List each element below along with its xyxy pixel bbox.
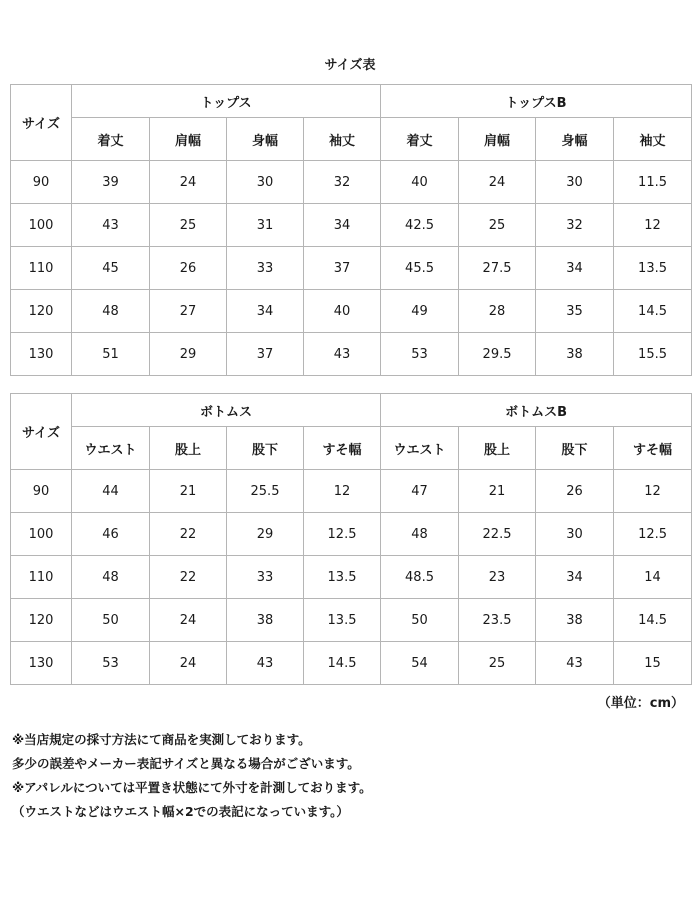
table-cell: 37 (304, 247, 381, 290)
table-cell: 24 (150, 161, 227, 204)
table-cell: 22.5 (459, 513, 536, 556)
column-header: 着丈 (72, 118, 150, 161)
table-cell: 12.5 (304, 513, 381, 556)
table-cell: 33 (227, 556, 304, 599)
column-header: 肩幅 (459, 118, 536, 161)
column-header: 着丈 (381, 118, 459, 161)
table-cell: 24 (150, 599, 227, 642)
table-cell: 33 (227, 247, 304, 290)
table-cell: 48 (381, 513, 459, 556)
table-cell: 47 (381, 470, 459, 513)
table-cell: 45 (72, 247, 150, 290)
group-header-tops: トップス (72, 85, 381, 118)
table-row (11, 513, 692, 556)
unit-label: （単位：cm） (597, 696, 684, 711)
table-cell: 53 (72, 642, 150, 685)
size-cell: 110 (11, 247, 72, 290)
table-cell: 49 (381, 290, 459, 333)
table-cell: 14.5 (614, 599, 692, 642)
table-cell: 45.5 (381, 247, 459, 290)
table-cell: 26 (150, 247, 227, 290)
table-cell: 30 (227, 161, 304, 204)
table-cell: 28 (459, 290, 536, 333)
table-cell: 39 (72, 161, 150, 204)
table-cell: 44 (72, 470, 150, 513)
table-row (11, 204, 692, 247)
table-cell: 14.5 (304, 642, 381, 685)
size-cell: 100 (11, 204, 72, 247)
table-cell: 12 (614, 204, 692, 247)
column-header: すそ幅 (304, 427, 381, 470)
size-cell: 120 (11, 290, 72, 333)
table-cell: 23 (459, 556, 536, 599)
table-row (11, 290, 692, 333)
table-cell: 43 (72, 204, 150, 247)
table-cell: 32 (536, 204, 614, 247)
table-cell: 11.5 (614, 161, 692, 204)
table-cell: 29 (227, 513, 304, 556)
table-cell: 50 (381, 599, 459, 642)
table-cell: 30 (536, 161, 614, 204)
table-cell: 25 (459, 204, 536, 247)
table-cell: 27 (150, 290, 227, 333)
size-cell: 110 (11, 556, 72, 599)
table-cell: 25.5 (227, 470, 304, 513)
table-row (11, 247, 692, 290)
size-cell: 100 (11, 513, 72, 556)
table-row (11, 470, 692, 513)
column-header: 股下 (227, 427, 304, 470)
column-header: ウエスト (381, 427, 459, 470)
column-header: ウエスト (72, 427, 150, 470)
table-cell: 14 (614, 556, 692, 599)
column-header: 身幅 (227, 118, 304, 161)
table-cell: 50 (72, 599, 150, 642)
table-cell: 15 (614, 642, 692, 685)
table-cell: 51 (72, 333, 150, 376)
size-cell: 90 (11, 161, 72, 204)
table-cell: 29 (150, 333, 227, 376)
column-header: 袖丈 (304, 118, 381, 161)
table-cell: 29.5 (459, 333, 536, 376)
table-cell: 48.5 (381, 556, 459, 599)
size-header: サイズ (11, 394, 72, 470)
table-cell: 34 (227, 290, 304, 333)
table-cell: 13.5 (304, 556, 381, 599)
table-cell: 30 (536, 513, 614, 556)
table-cell: 24 (150, 642, 227, 685)
column-header: 身幅 (536, 118, 614, 161)
table-cell: 12.5 (614, 513, 692, 556)
table-cell: 14.5 (614, 290, 692, 333)
table-cell: 23.5 (459, 599, 536, 642)
table-row (11, 161, 692, 204)
table-row (11, 333, 692, 376)
page-title: サイズ表 (324, 58, 376, 73)
table-cell: 40 (304, 290, 381, 333)
table-cell: 21 (459, 470, 536, 513)
column-header: 股下 (536, 427, 614, 470)
note-line: ※当店規定の採寸方法にて商品を実測しております。 (12, 732, 311, 747)
note-line: ※アパレルについては平置き状態にて外寸を計測しております。 (12, 780, 372, 795)
table-cell: 34 (536, 556, 614, 599)
table-cell: 48 (72, 290, 150, 333)
table-cell: 38 (227, 599, 304, 642)
table-cell: 42.5 (381, 204, 459, 247)
table-cell: 26 (536, 470, 614, 513)
table-cell: 25 (150, 204, 227, 247)
table-cell: 35 (536, 290, 614, 333)
table-cell: 22 (150, 556, 227, 599)
table-cell: 38 (536, 333, 614, 376)
column-header: 肩幅 (150, 118, 227, 161)
table-cell: 53 (381, 333, 459, 376)
table-cell: 22 (150, 513, 227, 556)
table-cell: 43 (536, 642, 614, 685)
table-cell: 13.5 (304, 599, 381, 642)
group-header-bottoms-b: ボトムスB (381, 394, 692, 427)
table-cell: 24 (459, 161, 536, 204)
column-header: 股上 (150, 427, 227, 470)
table-cell: 21 (150, 470, 227, 513)
table-cell: 38 (536, 599, 614, 642)
size-cell: 130 (11, 333, 72, 376)
tops-size-table (10, 84, 692, 376)
table-cell: 43 (227, 642, 304, 685)
table-cell: 12 (614, 470, 692, 513)
table-cell: 46 (72, 513, 150, 556)
table-cell: 32 (304, 161, 381, 204)
table-cell: 27.5 (459, 247, 536, 290)
note-line: 多少の誤差やメーカー表記サイズと異なる場合がございます。 (12, 756, 360, 771)
size-cell: 90 (11, 470, 72, 513)
table-row (11, 599, 692, 642)
table-cell: 40 (381, 161, 459, 204)
size-header: サイズ (11, 85, 72, 161)
table-row (11, 642, 692, 685)
table-cell: 43 (304, 333, 381, 376)
table-cell: 15.5 (614, 333, 692, 376)
table-row (11, 556, 692, 599)
table-cell: 13.5 (614, 247, 692, 290)
table-cell: 37 (227, 333, 304, 376)
group-header-tops-b: トップスB (381, 85, 692, 118)
table-cell: 54 (381, 642, 459, 685)
table-cell: 34 (536, 247, 614, 290)
table-cell: 31 (227, 204, 304, 247)
size-cell: 120 (11, 599, 72, 642)
column-header: 袖丈 (614, 118, 692, 161)
notes (12, 728, 372, 824)
table-cell: 25 (459, 642, 536, 685)
column-header: すそ幅 (614, 427, 692, 470)
table-cell: 48 (72, 556, 150, 599)
table-cell: 12 (304, 470, 381, 513)
size-cell: 130 (11, 642, 72, 685)
bottoms-size-table (10, 393, 692, 685)
column-header: 股上 (459, 427, 536, 470)
table-cell: 34 (304, 204, 381, 247)
note-line: （ウエストなどはウエスト幅×2での表記になっています。） (12, 804, 349, 819)
group-header-bottoms: ボトムス (72, 394, 381, 427)
